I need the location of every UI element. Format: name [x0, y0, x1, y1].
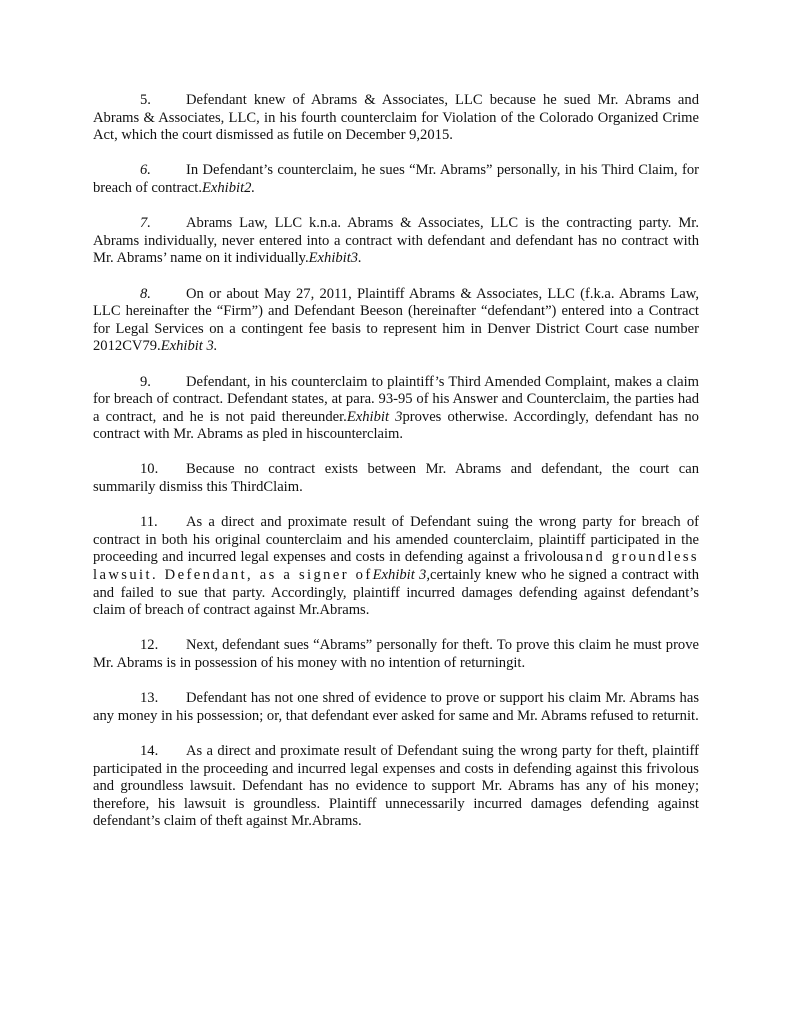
exhibit-reference: Exhibit 3,	[372, 567, 431, 584]
paragraph-text: Defendant has not one shred of evidence to prove or support his claim Mr. Abrams has any money in his possession; or, that defendant ever asked for same and Mr. Abrams refused to returnit.	[93, 690, 699, 724]
paragraph	[93, 637, 699, 672]
paragraph-text: Because no contract exists between Mr. Abrams and defendant, the court can summarily dismiss this ThirdClaim.	[93, 461, 699, 496]
paragraph-number: 13.	[140, 690, 159, 707]
paragraph-text: and groundless lawsuit. Defendant, as a signer of	[93, 549, 699, 584]
paragraph	[93, 690, 699, 725]
document-page	[93, 92, 699, 849]
exhibit-reference: Exhibit2.	[201, 179, 256, 196]
paragraph-number: 11.	[140, 514, 158, 531]
paragraph-number: 7.	[140, 215, 151, 232]
paragraph-text: Defendant knew of Abrams & Associates, LLC because he sued Mr. Abrams and Abrams & Associates, LLC, in his fourth counterclaim for Violation of the Colorado Organized Crime Act, which the court dismissed as futile on December 9,2015.	[93, 92, 699, 144]
paragraph	[93, 743, 699, 831]
exhibit-reference: Exhibit3.	[308, 250, 362, 267]
paragraph-text: As a direct and proximate result of Defendant suing the wrong party for theft, plaintiff participated in the proceeding and incurred legal expenses and costs in defending against this frivolous and groundless lawsuit. Defendant has no evidence to support Mr. Abrams has any of his money; therefore, his lawsuit is groundless. Plaintiff unnecessarily incurred damages defending against defendant’s claim of theft against Mr.Abrams.	[93, 742, 699, 830]
paragraph-text: Abrams Law, LLC k.n.a. Abrams & Associates, LLC is the contracting party. Mr. Abrams individually, never entered into a contract with defendant and defendant has no contract with Mr. Abrams’ name on it individually.	[93, 215, 699, 267]
paragraph	[93, 215, 699, 268]
paragraph-text: Next, defendant sues “Abrams” personally for theft. To prove this claim he must prove Mr. Abrams is in possession of his money with no intention of returningit.	[93, 637, 699, 671]
exhibit-reference: Exhibit 3.	[160, 338, 218, 355]
paragraph-number: 5.	[140, 92, 151, 108]
paragraph	[93, 514, 699, 620]
paragraph-number: 12.	[140, 637, 159, 654]
exhibit-reference: Exhibit 3	[346, 408, 403, 425]
paragraph-text: Defendant, in his counterclaim to plaintiff’s Third Amended Complaint, makes a claim for breach of contract. Defendant states, at para. 93-95 of his Answer and Counterclaim, the parties had a contract, and he is not paid thereunder.	[93, 373, 699, 425]
paragraph-number: 6.	[140, 162, 151, 179]
paragraph	[93, 92, 699, 145]
paragraph	[93, 286, 699, 356]
paragraph-text: certainly knew who he signed a contract with and failed to sue that party. Accordingly, plaintiff incurred damages defending against defendant’s claim of breach of contract against Mr.Abrams.	[93, 567, 699, 619]
paragraph-text: proves otherwise. Accordingly, defendant has no contract with Mr. Abrams as pled in hiscounterclaim.	[93, 408, 699, 443]
paragraph-number: 9.	[140, 373, 151, 390]
paragraph-number: 10.	[140, 461, 159, 478]
paragraph-text: On or about May 27, 2011, Plaintiff Abrams & Associates, LLC (f.k.a. Abrams Law, LLC hereinafter the “Firm”) and Defendant Beeson (hereinafter “defendant”) entered into a Contract for Legal Services on a contingent fee basis to represent him in Denver District Court case number 2012CV79.	[93, 285, 699, 355]
paragraph	[93, 162, 699, 197]
paragraph	[93, 461, 699, 496]
paragraph	[93, 374, 699, 444]
paragraph-text: As a direct and proximate result of Defendant suing the wrong party for breach of contract in both his original counterclaim and his amended counterclaim, plaintiff participated in the proceeding and incurred legal expenses and costs in defending against a frivolous	[93, 514, 699, 566]
paragraph-number: 8.	[140, 285, 151, 302]
paragraph-number: 14.	[140, 742, 159, 759]
paragraph-text: In Defendant’s counterclaim, he sues “Mr. Abrams” personally, in his Third Claim, for breach of contract.	[93, 162, 699, 196]
